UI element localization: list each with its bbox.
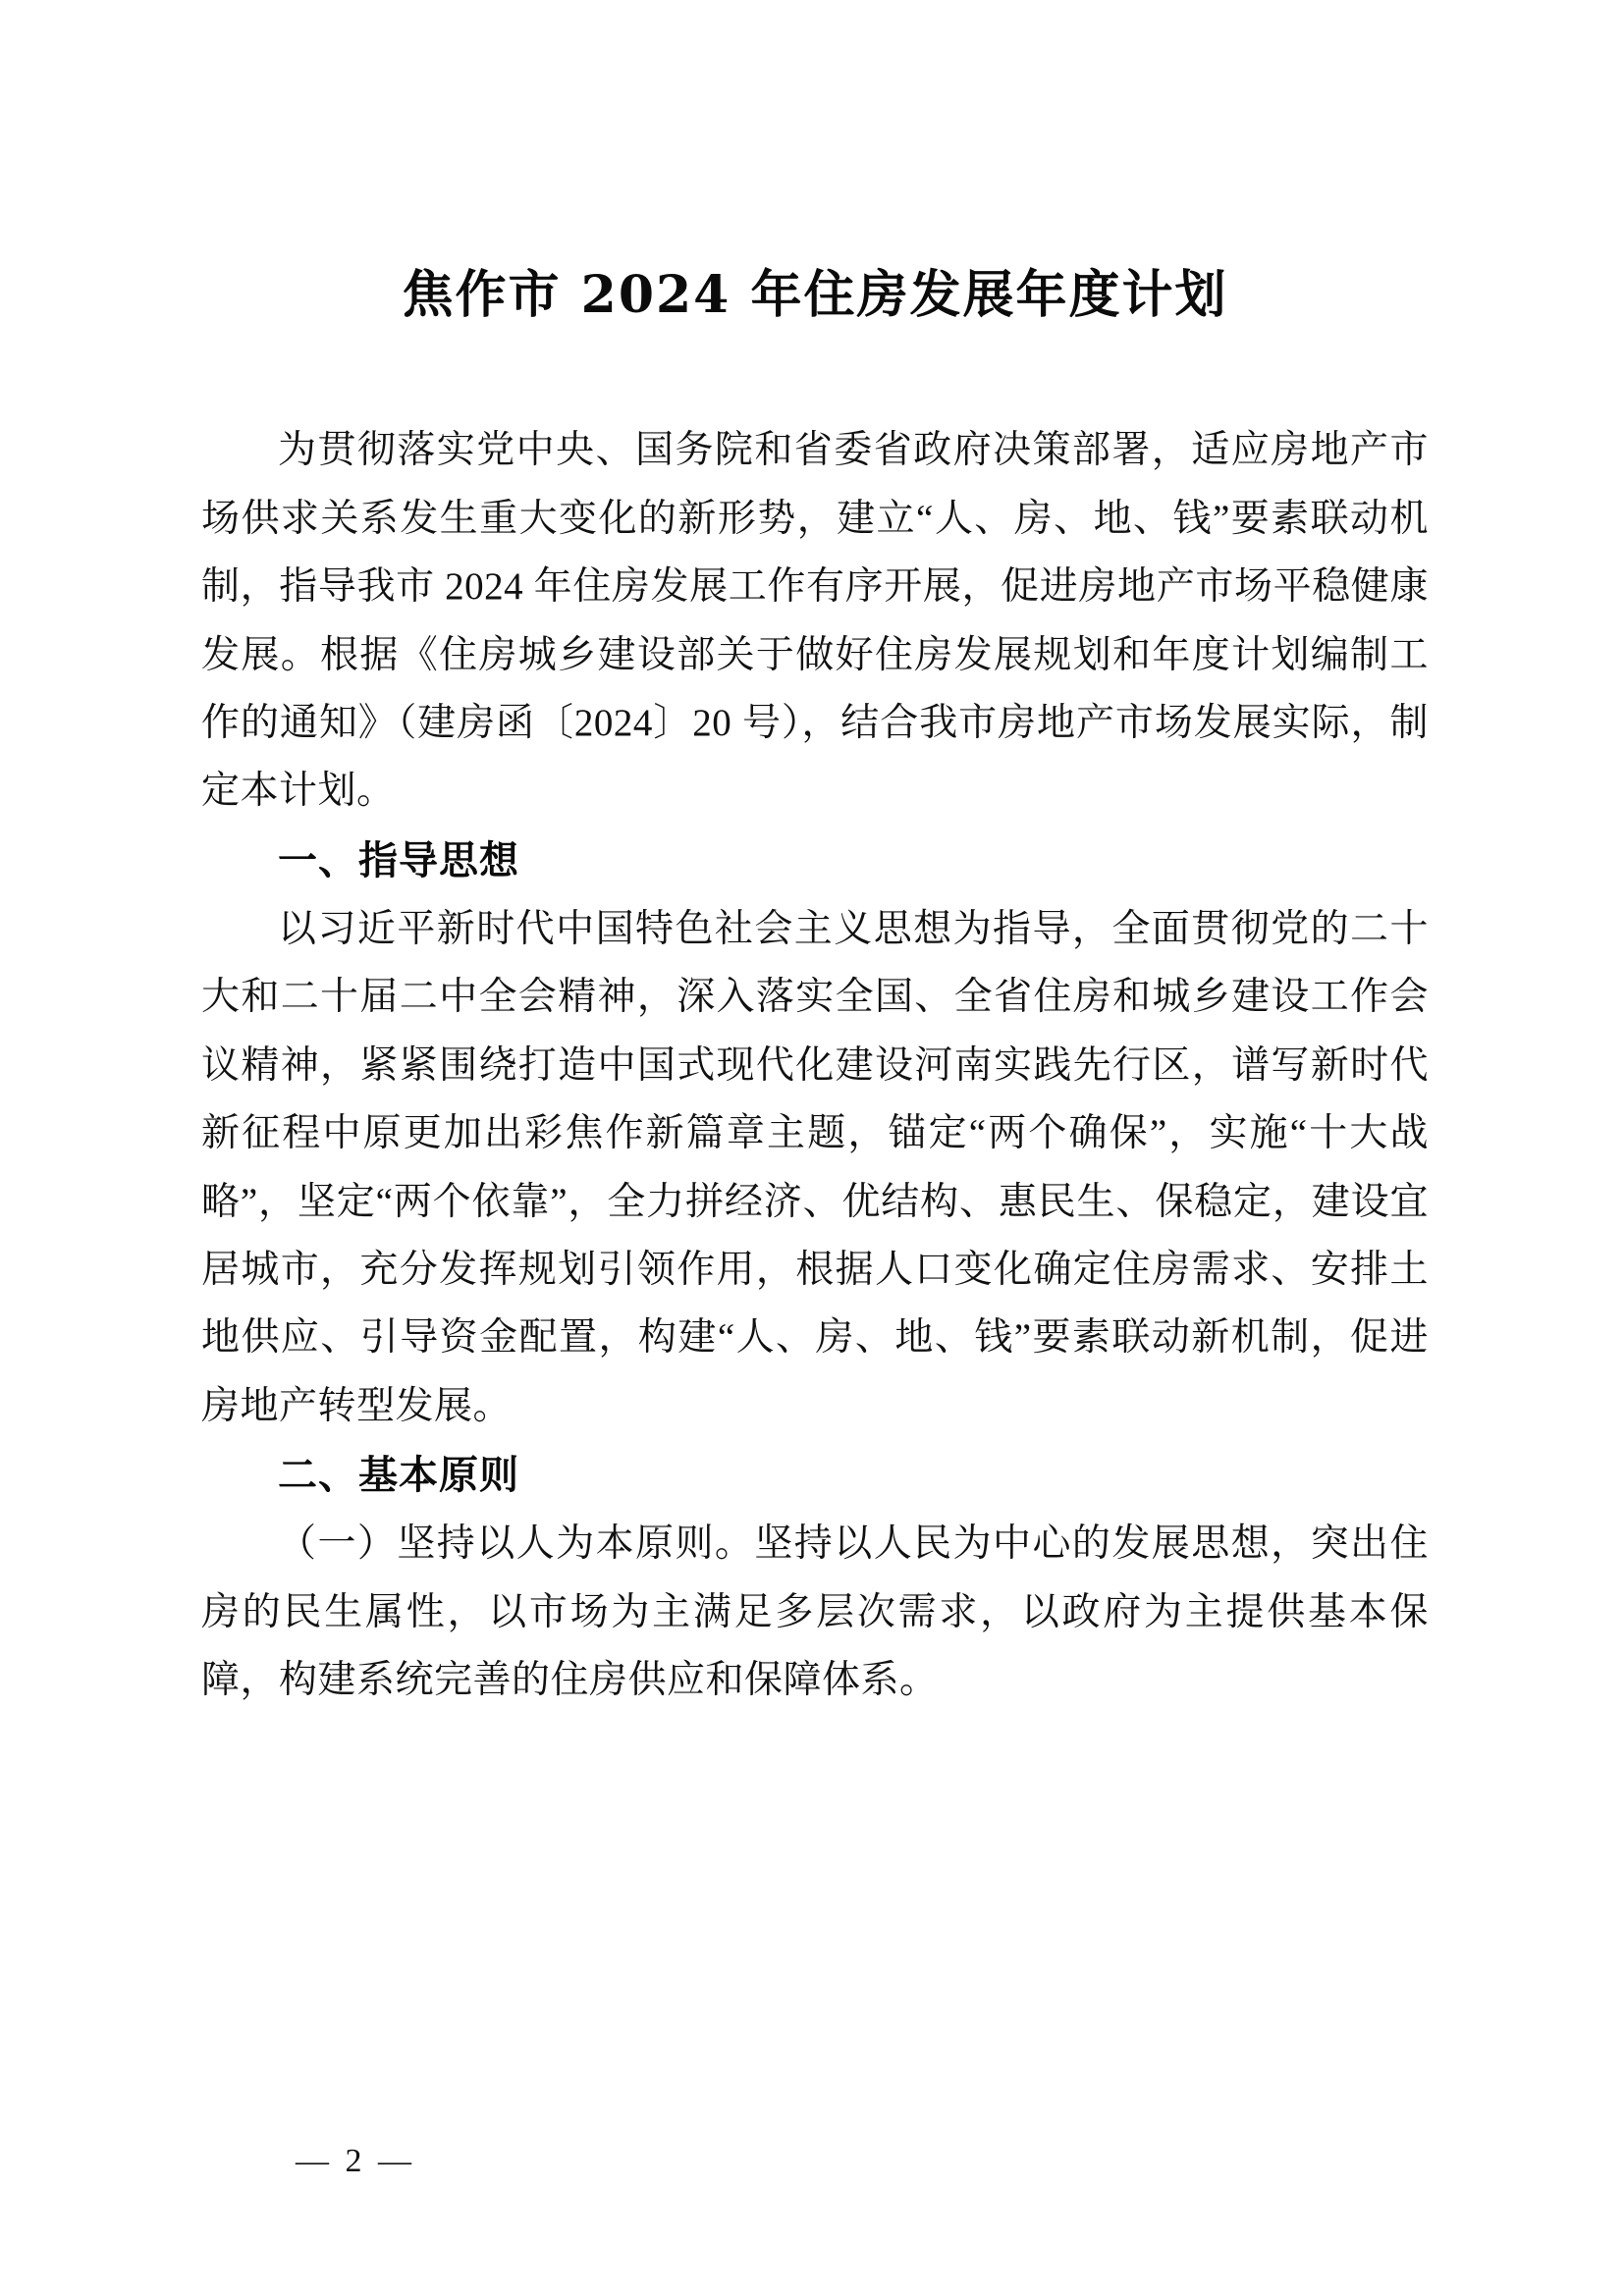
page-footer [0, 2143, 1624, 2180]
paragraph-guiding-thought: 以习近平新时代中国特色社会主义思想为指导，全面贯彻党的二十大和二十届二中全会精神，深入落实全国、全省住房和城乡建设工作会议精神，紧紧围绕打造中国式现代化建设河南实践先行区，谱写新时代新征程中原更加出彩焦作新篇章主题，锚定“两个确保”，实施“十大战略”，坚定“两个依靠”，全力拼经济、优结构、惠民生、保稳定，建设宜居城市，充分发挥规划引领作用，根据人口变化确定住房需求、安排土地供应、引导资金配置，构建“人、房、地、钱”要素联动新机制，促进房地产转型发展。 [201, 908, 1429, 1427]
page-number: — 2 — [296, 2143, 415, 2179]
page-title: 焦作市 2024 年住房发展年度计划 [402, 265, 1228, 325]
paragraph-principle-one: （一）坚持以人为本原则。坚持以人民为中心的发展思想，突出住房的民生属性，以市场为主满足多层次需求，以政府为主提供基本保障，构建系统完善的住房供应和保障体系。 [201, 1522, 1429, 1702]
section-heading-guiding-thought: 一、指导思想 [278, 836, 519, 883]
section-heading-basic-principles: 二、基本原则 [278, 1452, 519, 1499]
document-body [201, 0, 1429, 1715]
paragraph-intro: 为贯彻落实党中央、国务院和省委省政府决策部署，适应房地产市场供求关系发生重大变化的新形势，建立“人、房、地、钱”要素联动机制，指导我市 2024 年住房发展工作有序开展，促进房地产市场平稳健康发展。根据《住房城乡建设部关于做好住房发展规划和年度计划编制工作的通知》（建房函〔2024〕20 号），结合我市房地产市场发展实际，制定本计划。 [201, 429, 1429, 813]
